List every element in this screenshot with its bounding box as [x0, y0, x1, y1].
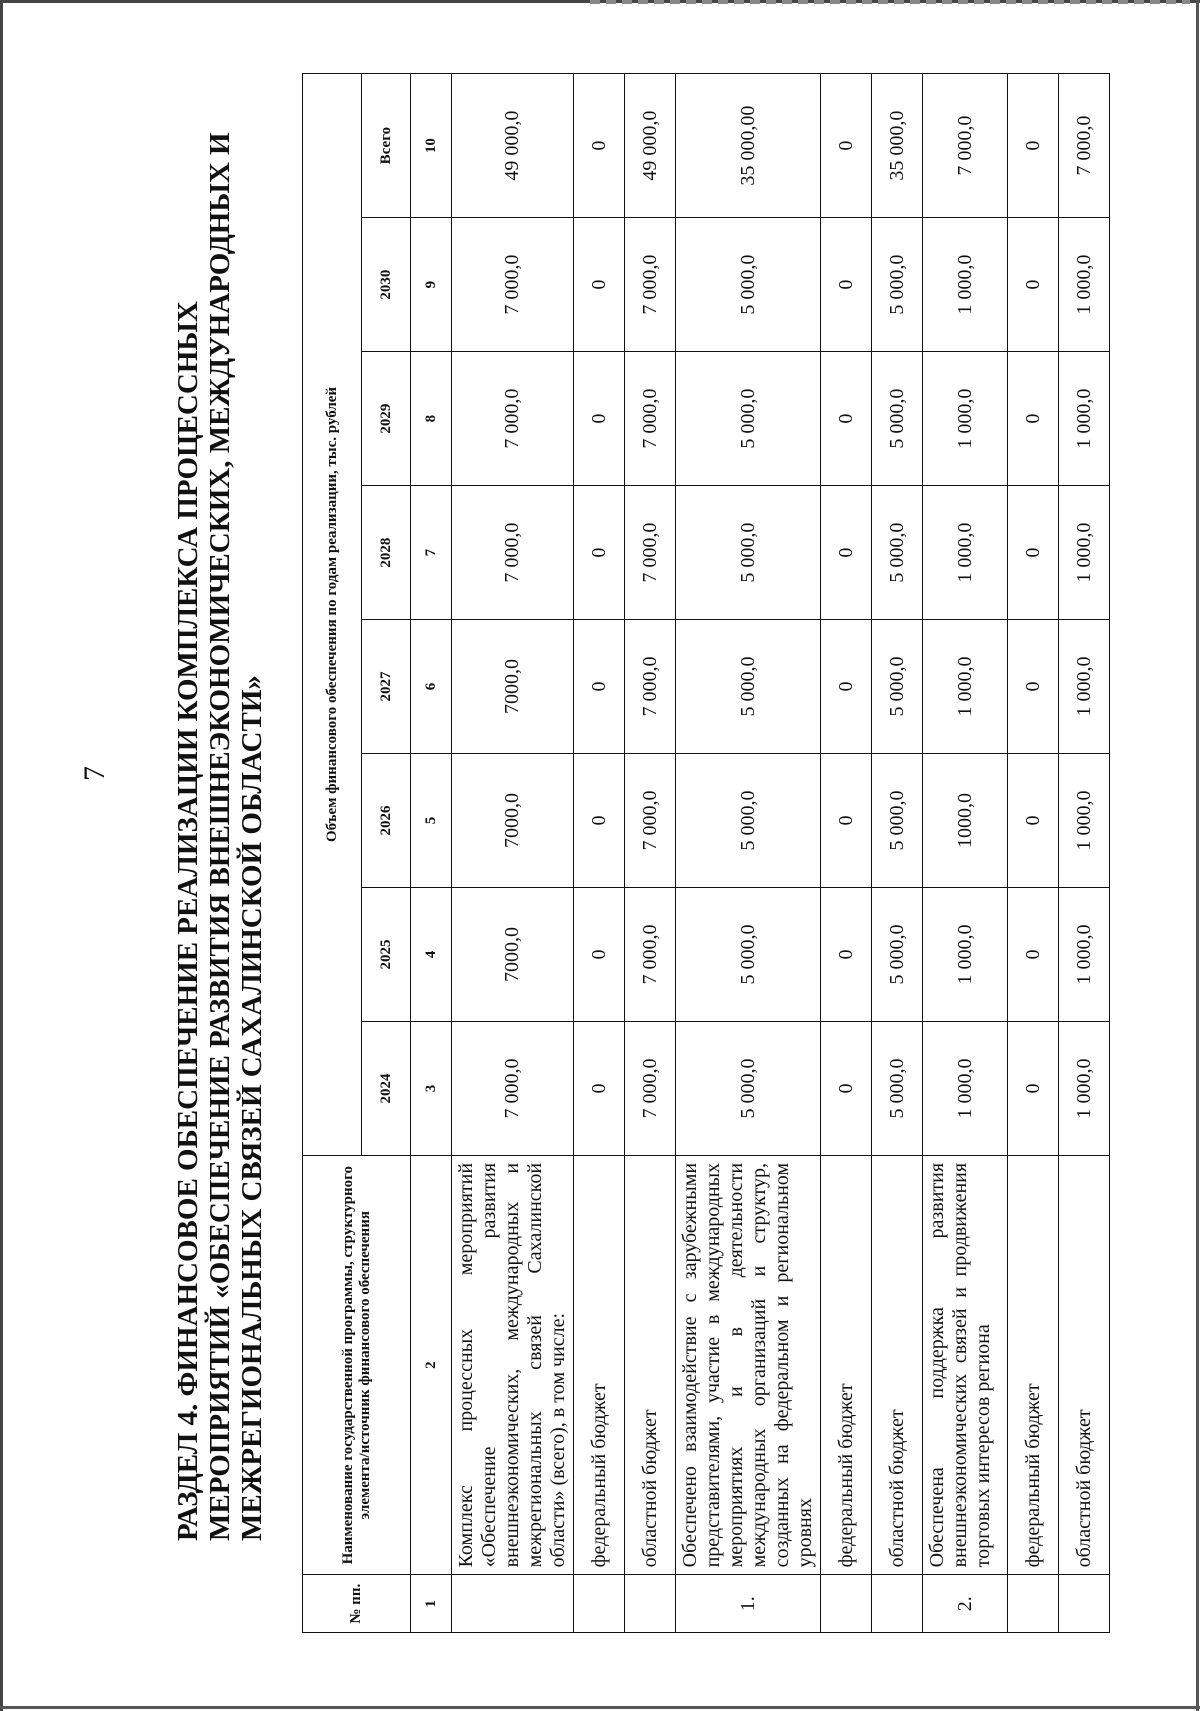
value-cell: 0 [1008, 486, 1059, 620]
row-name: Комплекс процессных мероприятий «Обеспечение развития внешнеэкономических, международных и межрегиональных связей Сахалинской области» (всего), в том числе: [452, 1155, 574, 1574]
value-cell: 7 000,0 [625, 352, 676, 486]
value-cell: 7000,0 [452, 620, 574, 754]
header-no: № пп. [303, 1575, 411, 1633]
header-year: 2025 [362, 888, 411, 1022]
value-cell: 7000,0 [452, 754, 574, 888]
value-cell: 1 000,0 [923, 888, 1008, 1022]
value-cell: 5 000,0 [872, 754, 923, 888]
row-name: федеральный бюджет [1008, 1155, 1059, 1574]
value-cell: 5 000,0 [676, 754, 821, 888]
total-cell: 0 [1008, 74, 1059, 218]
value-cell: 1 000,0 [1059, 486, 1110, 620]
header-funding-group: Объем финансового обеспечения по годам реализации, тыс. рублей [303, 74, 362, 1156]
total-cell: 49 000,0 [625, 74, 676, 218]
header-year: 2027 [362, 620, 411, 754]
row-number [1008, 1575, 1059, 1633]
value-cell: 5 000,0 [676, 352, 821, 486]
value-cell: 5 000,0 [872, 352, 923, 486]
row-name: Обеспечена поддержка развития внешнеэкономических связей и продвижения торговых интересов региона [923, 1155, 1008, 1574]
value-cell: 0 [574, 888, 625, 1022]
row-number: 1. [676, 1575, 821, 1633]
value-cell: 0 [574, 218, 625, 352]
column-number: 5 [411, 754, 452, 888]
column-number: 9 [411, 218, 452, 352]
header-name: Наименование государственной программы, структурного элемента/источник финансового обеспечения [303, 1155, 411, 1574]
value-cell: 0 [821, 754, 872, 888]
value-cell: 5 000,0 [872, 1021, 923, 1155]
value-cell: 5 000,0 [872, 218, 923, 352]
value-cell: 7 000,0 [625, 754, 676, 888]
value-cell: 0 [1008, 888, 1059, 1022]
row-name: федеральный бюджет [574, 1155, 625, 1574]
row-number [452, 1575, 574, 1633]
value-cell: 0 [574, 352, 625, 486]
value-cell: 5 000,0 [872, 888, 923, 1022]
value-cell: 7 000,0 [625, 1021, 676, 1155]
value-cell: 0 [574, 1021, 625, 1155]
row-name: Обеспечено взаимодействие с зарубежными представителями, участие в международных мероприятиях и в деятельности международных организаций и структур, созданных на федеральном и региональном уровнях [676, 1155, 821, 1574]
table-row [625, 74, 676, 1633]
value-cell: 5 000,0 [872, 486, 923, 620]
value-cell: 7 000,0 [452, 486, 574, 620]
table-row [872, 74, 923, 1633]
value-cell: 7 000,0 [625, 218, 676, 352]
total-cell: 7 000,0 [923, 74, 1008, 218]
column-number: 6 [411, 620, 452, 754]
value-cell: 0 [821, 486, 872, 620]
column-number: 3 [411, 1021, 452, 1155]
financing-table [302, 73, 1110, 1633]
value-cell: 0 [821, 888, 872, 1022]
table-row [1008, 74, 1059, 1633]
value-cell: 0 [1008, 218, 1059, 352]
section-title [172, 41, 268, 1541]
value-cell: 1 000,0 [1059, 1021, 1110, 1155]
section-title-line-1: РАЗДЕЛ 4. ФИНАНСОВОЕ ОБЕСПЕЧЕНИЕ РЕАЛИЗАЦИИ КОМПЛЕКСА ПРОЦЕССНЫХ [172, 301, 204, 1541]
row-name: областной бюджет [1059, 1155, 1110, 1574]
value-cell: 1 000,0 [923, 486, 1008, 620]
row-name: областной бюджет [872, 1155, 923, 1574]
value-cell: 1000,0 [923, 754, 1008, 888]
header-year: 2029 [362, 352, 411, 486]
header-year: 2024 [362, 1021, 411, 1155]
table-row [821, 74, 872, 1633]
column-number: 2 [411, 1155, 452, 1574]
column-number: 7 [411, 486, 452, 620]
value-cell: 7 000,0 [452, 218, 574, 352]
value-cell: 0 [821, 352, 872, 486]
column-number: 10 [411, 74, 452, 218]
value-cell: 0 [821, 1021, 872, 1155]
value-cell: 0 [1008, 352, 1059, 486]
value-cell: 1 000,0 [923, 218, 1008, 352]
value-cell: 5 000,0 [676, 620, 821, 754]
value-cell: 7 000,0 [452, 352, 574, 486]
table-row [923, 74, 1008, 1633]
value-cell: 0 [1008, 754, 1059, 888]
header-total: Всего [362, 74, 411, 218]
header-year: 2030 [362, 218, 411, 352]
total-cell: 7 000,0 [1059, 74, 1110, 218]
value-cell: 0 [574, 486, 625, 620]
column-number: 1 [411, 1575, 452, 1633]
header-year: 2028 [362, 486, 411, 620]
value-cell: 1 000,0 [923, 620, 1008, 754]
value-cell: 5 000,0 [676, 1021, 821, 1155]
value-cell: 0 [1008, 1021, 1059, 1155]
value-cell: 7 000,0 [452, 1021, 574, 1155]
row-number [821, 1575, 872, 1633]
value-cell: 5 000,0 [676, 888, 821, 1022]
row-number [1059, 1575, 1110, 1633]
table-row [676, 74, 821, 1633]
value-cell: 1 000,0 [1059, 888, 1110, 1022]
table-row [1059, 74, 1110, 1633]
table-row [452, 74, 574, 1633]
total-cell: 35 000,00 [676, 74, 821, 218]
value-cell: 1 000,0 [1059, 218, 1110, 352]
value-cell: 7 000,0 [625, 486, 676, 620]
header-year: 2026 [362, 754, 411, 888]
value-cell: 1 000,0 [1059, 754, 1110, 888]
value-cell: 0 [574, 620, 625, 754]
row-number [872, 1575, 923, 1633]
value-cell: 1 000,0 [923, 1021, 1008, 1155]
column-number: 4 [411, 888, 452, 1022]
value-cell: 0 [821, 218, 872, 352]
value-cell: 7 000,0 [625, 888, 676, 1022]
value-cell: 7000,0 [452, 888, 574, 1022]
value-cell: 5 000,0 [872, 620, 923, 754]
value-cell: 7 000,0 [625, 620, 676, 754]
section-title-line-2: МЕРОПРИЯТИЙ «ОБЕСПЕЧЕНИЕ РАЗВИТИЯ ВНЕШНЕЭКОНОМИЧЕСКИХ, МЕЖДУНАРОДНЫХ И [204, 132, 236, 1541]
value-cell: 1 000,0 [1059, 620, 1110, 754]
value-cell: 0 [574, 754, 625, 888]
row-number: 2. [923, 1575, 1008, 1633]
total-cell: 35 000,0 [872, 74, 923, 218]
row-number [574, 1575, 625, 1633]
value-cell: 5 000,0 [676, 486, 821, 620]
row-name: федеральный бюджет [821, 1155, 872, 1574]
value-cell: 5 000,0 [676, 218, 821, 352]
total-cell: 0 [821, 74, 872, 218]
page-number: 7 [78, 766, 111, 781]
row-number [625, 1575, 676, 1633]
section-title-line-3: МЕЖРЕГИОНАЛЬНЫХ СВЯЗЕЙ САХАЛИНСКОЙ ОБЛАСТИ» [236, 675, 268, 1541]
table-row [574, 74, 625, 1633]
value-cell: 0 [1008, 620, 1059, 754]
value-cell: 1 000,0 [923, 352, 1008, 486]
value-cell: 1 000,0 [1059, 352, 1110, 486]
value-cell: 0 [821, 620, 872, 754]
row-name: областной бюджет [625, 1155, 676, 1574]
column-number: 8 [411, 352, 452, 486]
total-cell: 49 000,0 [452, 74, 574, 218]
total-cell: 0 [574, 74, 625, 218]
